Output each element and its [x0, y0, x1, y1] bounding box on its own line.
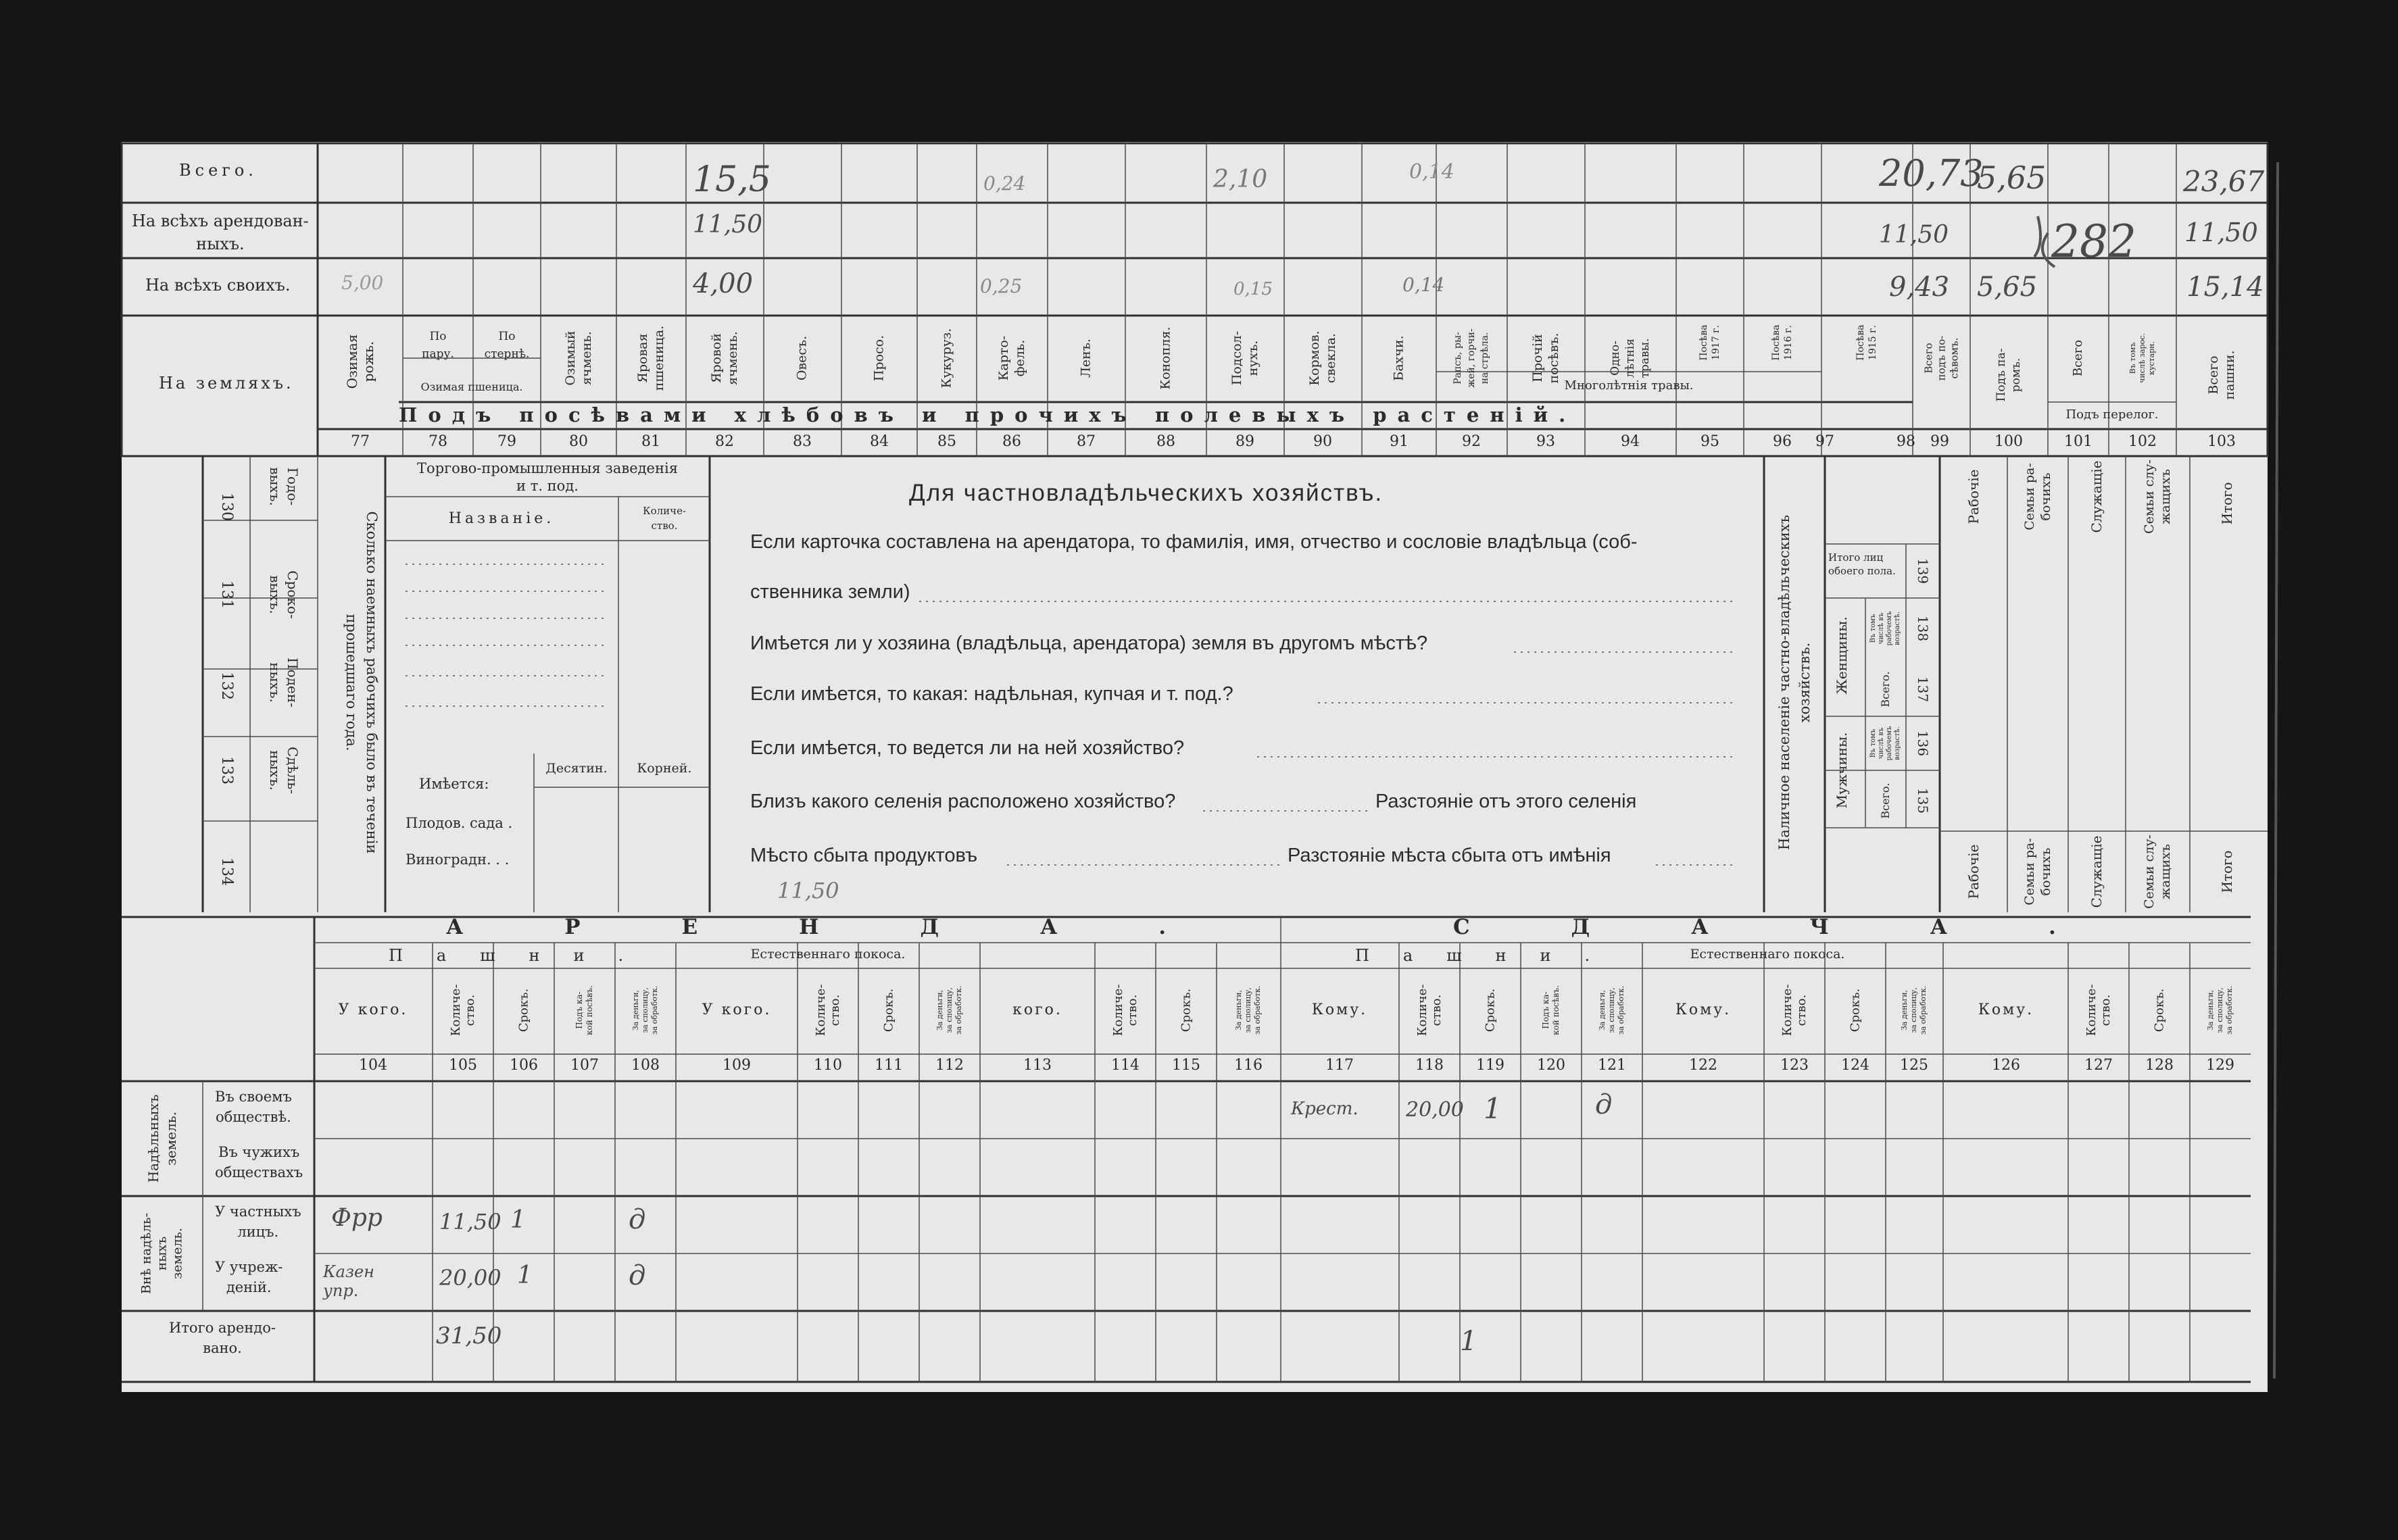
col-millet: Просо. — [871, 334, 887, 382]
men-total: Всего. — [1879, 783, 1892, 819]
bottom-col-number: 119 — [1476, 1057, 1504, 1074]
top-col-number: 84 — [870, 433, 889, 450]
hand-mid-value: 11,50 — [777, 878, 839, 903]
row-rented-label: На всѣхъ арендован- ныхъ. — [132, 212, 309, 253]
lease-term: Срокъ. — [516, 988, 531, 1033]
private-farms-heading: Для частновладѣльческихъ хозяйствъ. — [909, 480, 1384, 506]
top-col-number: 91 — [1390, 433, 1409, 450]
top-col-number: 102 — [2128, 433, 2157, 450]
num-136: 136 — [1915, 730, 1931, 757]
col-annual-grass: Одно- лѣтнія травы. — [1609, 338, 1652, 378]
meadow-u-kogo: У кого. — [702, 1001, 772, 1018]
mid-col-daily: Поден- ныхъ. — [267, 657, 301, 707]
sublet-meadow-komu: Кому. — [1675, 1001, 1732, 1018]
hand-sublet-qty: 20,00 — [1406, 1098, 1464, 1122]
bottom-col-number: 116 — [1234, 1057, 1263, 1074]
sublet-pay: За деньги, за сполицу, за обработк. — [1598, 985, 1625, 1035]
sublet-meadow-term: Срокъ. — [1848, 988, 1863, 1033]
question-market-distance: Разстояніе мѣста сбыта отъ имѣнія — [1288, 845, 1611, 866]
question-other-land: Имѣется ли у хозяина (владѣльца, арендатора) земля въ другомъ мѣстѣ? — [750, 632, 1428, 654]
bottom-col-number: 113 — [1023, 1057, 1052, 1074]
top-col-number: 89 — [1235, 433, 1254, 450]
other-kogo: кого. — [1012, 1001, 1062, 1018]
lease-u-kogo: У кого. — [338, 1001, 408, 1018]
total-bottom: Итого — [2219, 850, 2235, 893]
col-flax: Ленъ. — [1078, 339, 1094, 378]
top-col-number: 96 — [1773, 433, 1792, 450]
hand-inst-qty: 20,00 — [439, 1265, 501, 1291]
other-term: Срокъ. — [1179, 988, 1194, 1033]
bottom-col-number: 105 — [449, 1057, 477, 1074]
bottom-col-number: 114 — [1111, 1057, 1140, 1074]
question-village: Близъ какого селенія расположено хозяйство? — [750, 791, 1176, 812]
num-133: 133 — [218, 756, 235, 785]
trade-title: Торгово-промышленныя заведенія и т. под. — [417, 460, 678, 494]
hand-rented-plow: 11,50 — [2184, 218, 2258, 247]
hand-sublet-pay: д — [1595, 1089, 1613, 1120]
top-col-number: 81 — [641, 433, 660, 450]
top-col-number: 78 — [429, 433, 447, 450]
row-institutions: У учреж- деній. — [215, 1259, 283, 1295]
sublet-term: Срокъ. — [1483, 988, 1498, 1033]
num-132: 132 — [218, 672, 235, 700]
bottom-col-number: 120 — [1537, 1057, 1565, 1074]
lease-pay: За деньги, за сполицу, за обработк. — [631, 985, 659, 1035]
bottom-col-number: 115 — [1172, 1057, 1200, 1074]
hand-total-rape: 0,14 — [1409, 160, 1454, 184]
hand-total-plow: 23,67 — [2183, 165, 2265, 198]
desyatin-header: Десятин. — [545, 761, 608, 776]
col-winter-wheat: Озимая пшеница. — [420, 380, 523, 393]
bottom-col-number: 122 — [1689, 1057, 1717, 1074]
gardens-label: Плодов. сада . — [406, 815, 513, 831]
bottom-col-number: 109 — [723, 1057, 751, 1074]
bottom-col-number: 124 — [1841, 1057, 1869, 1074]
row-total-label: Всего. — [179, 161, 258, 180]
top-col-number: 95 — [1700, 433, 1719, 450]
col-perennial-grass: Многолѣтнія травы. — [1564, 378, 1694, 393]
row-own-label: На всѣхъ своихъ. — [145, 276, 291, 295]
col-spring-barley: Яровой ячмень. — [709, 331, 740, 385]
bottom-col-number: 128 — [2145, 1057, 2174, 1074]
col-melons: Бахчи. — [1391, 335, 1406, 381]
bottom-col-number: 125 — [1900, 1057, 1928, 1074]
top-col-number: 88 — [1156, 433, 1175, 450]
row-private-persons: У частныхъ лицъ. — [215, 1203, 301, 1240]
korney-header: Корней. — [637, 761, 692, 776]
question-owner: Если карточка составлена на арендатора, то фамилія, имя, отчество и сословіе владѣльца (соб- — [750, 531, 1638, 553]
bottom-col-number: 127 — [2084, 1057, 2113, 1074]
bottom-col-number: 110 — [814, 1057, 842, 1074]
meadow-term: Срокъ. — [881, 988, 896, 1033]
women-label: Женщины. — [1834, 616, 1850, 695]
col-total-sown: Всего подъ по- сѣвомъ. — [1922, 335, 1961, 381]
hired-workers-label: Сколько наемныхъ рабочихъ было въ теченіи прошедшаго года. — [343, 511, 380, 854]
row-lands-label: На земляхъ. — [159, 374, 294, 393]
num-130: 130 — [218, 493, 235, 521]
sublet-meadow-qty: Количе- ство. — [1780, 984, 1809, 1037]
col-oats: Овесъ. — [794, 335, 810, 381]
hand-own-fallow: 5,65 — [1977, 272, 2038, 303]
women-working: Въ томъ числѣ въ рабочемъ возрастѣ. — [1869, 611, 1901, 646]
lease-plowland: Пашни. — [389, 946, 658, 965]
sublet-crop: Подъ ка- кой посѣвъ. — [1541, 985, 1561, 1035]
top-col-number: 85 — [937, 433, 956, 450]
hand-total-sown: 20,73 — [1879, 152, 1984, 195]
top-col-number: 79 — [497, 433, 516, 450]
top-col-number: 93 — [1536, 433, 1555, 450]
hand-own-winter-rye: 5,00 — [341, 272, 384, 294]
question-village-distance: Разстояніе отъ этого селенія — [1375, 791, 1637, 812]
lease-heading: АРЕНДА. — [446, 915, 1268, 939]
sublet-other-qty: Количе- ство. — [2084, 984, 2113, 1037]
bottom-col-number: 118 — [1415, 1057, 1444, 1074]
bottom-col-number: 126 — [1992, 1057, 2020, 1074]
hand-total-fallow: 5,65 — [1977, 159, 2047, 196]
employees-top: Служащіе — [2088, 460, 2105, 533]
col-rapeseed: Рапсъ, ры- жей, горчи- на стрѣла. — [1452, 328, 1490, 388]
sublet-heading: СДАЧА. — [1453, 915, 2157, 939]
num-131: 131 — [218, 580, 235, 609]
col-stubble: По стернѣ. — [484, 330, 530, 361]
top-col-number: 98 — [1897, 433, 1915, 450]
num-138: 138 — [1915, 615, 1931, 642]
workers-family-top: Семьи ра- бочихъ — [2022, 463, 2053, 530]
row-total-leased: Итого арендо- вано. — [169, 1320, 276, 1356]
top-col-number: 86 — [1002, 433, 1021, 450]
mid-col-term: Сроко- выхъ. — [267, 570, 301, 619]
num-134: 134 — [218, 858, 235, 886]
hand-inst-whom: Казен упр. — [323, 1262, 374, 1300]
top-col-number: 101 — [2064, 433, 2093, 450]
row-own-community: Въ своемъ обществѣ. — [215, 1089, 292, 1125]
col-under-fallow: Подъ па- ромъ. — [1995, 348, 2023, 402]
num-137: 137 — [1915, 676, 1931, 703]
col-fallow-shrub: Въ томъ числѣ зарос. кустарн. — [2128, 333, 2156, 383]
bottom-col-number: 129 — [2206, 1057, 2234, 1074]
col-sunflower: Подсол- нухъ. — [1229, 330, 1261, 386]
hand-private-qty: 11,50 — [439, 1209, 501, 1235]
hand-total-potato: 0,24 — [983, 172, 1026, 195]
num-139: 139 — [1915, 557, 1931, 585]
col-fallow-total: Всего — [2071, 339, 2085, 377]
trade-name-header: Названіе. — [448, 510, 555, 527]
col-fallow: По пару. — [422, 330, 454, 361]
workers-top: Рабочіе — [1965, 469, 1982, 524]
col-hemp: Конопля. — [1158, 326, 1173, 390]
employees-family-bottom: Семьи слу- жащихъ — [2142, 835, 2173, 909]
hand-private-term: 1 — [510, 1206, 526, 1234]
meadow-pay: За деньги, за сполицу, за обработк. — [935, 985, 963, 1035]
top-col-number: 77 — [351, 433, 370, 450]
bottom-col-number: 121 — [1598, 1057, 1626, 1074]
hand-rented-perelog: 282 — [2051, 216, 2136, 268]
hand-total-leased: 31,50 — [436, 1322, 502, 1349]
lease-qty: Количе- ство. — [449, 984, 477, 1037]
col-winter-barley: Озимый ячмень. — [563, 330, 594, 386]
hand-sublet-term: 1 — [1484, 1092, 1502, 1125]
top-col-number: 99 — [1930, 433, 1949, 450]
row-other-communities: Въ чужихъ обществахъ — [215, 1144, 303, 1181]
col-total-plowland: Всего пашни. — [2206, 350, 2237, 400]
top-col-number: 97 — [1815, 433, 1834, 450]
employees-family-top: Семьи слу- жащихъ — [2142, 459, 2173, 534]
mid-col-yearly: Годо- выхъ. — [267, 467, 301, 506]
lease-crop: Подъ ка- кой посѣвъ. — [574, 985, 594, 1035]
top-col-number: 83 — [793, 433, 812, 450]
bottom-col-number: 108 — [631, 1057, 660, 1074]
total-both-sexes: Итого лиц обоего пола. — [1828, 551, 1896, 577]
hand-total-hemp: 2,10 — [1213, 166, 1268, 193]
hand-total-rye: 15,5 — [693, 159, 771, 200]
hand-private-pay: д — [629, 1204, 646, 1235]
hand-own-potato: 0,25 — [980, 275, 1023, 297]
workers-bottom: Рабочіе — [1965, 844, 1982, 899]
top-col-number: 82 — [715, 433, 734, 450]
question-market: Мѣсто сбыта продуктовъ — [750, 845, 978, 866]
bottom-col-number: 112 — [935, 1057, 964, 1074]
question-owner-cont: ственника земли) — [750, 581, 910, 603]
top-col-number: 80 — [569, 433, 588, 450]
has-label: Имѣется: — [419, 776, 489, 792]
col-sown-1917: Посѣва 1917 г. — [1698, 324, 1721, 361]
hand-sublet-total: 1 — [1460, 1326, 1477, 1357]
hand-private-whom: Фрр — [331, 1204, 383, 1232]
hand-rented-sown: 11,50 — [1879, 221, 1949, 249]
sublet-komu: Кому. — [1311, 1001, 1368, 1018]
population-label: Наличное населеніе частно-владѣльческихъ хозяйствъ. — [1776, 514, 1813, 851]
col-corn: Кукуруз. — [939, 328, 954, 389]
group-allotment: Надѣльныхъ земель. — [145, 1094, 179, 1183]
sublet-other-pay: За деньги, за сполицу, за обработк. — [2206, 985, 2234, 1035]
hand-own-rye: 4,00 — [693, 268, 754, 299]
employees-bottom: Служащіе — [2088, 835, 2105, 908]
men-working: Въ томъ числѣ въ рабочемъ возрастѣ. — [1869, 726, 1901, 761]
mid-col-piece: Сдѣль- ныхъ. — [267, 746, 301, 795]
top-col-number: 103 — [2207, 433, 2236, 450]
top-col-number: 92 — [1462, 433, 1481, 450]
hand-inst-term: 1 — [517, 1262, 533, 1289]
num-135: 135 — [1915, 787, 1931, 814]
col-spring-wheat: Яровая пшеница. — [635, 325, 666, 391]
top-col-number: 87 — [1077, 433, 1096, 450]
hand-rented-rye: 11,50 — [693, 211, 763, 239]
top-col-number: 90 — [1313, 433, 1332, 450]
bottom-col-number: 117 — [1325, 1057, 1354, 1074]
col-sown-1916: Посѣва 1916 г. — [1771, 324, 1794, 361]
workers-family-bottom: Семьи ра- бочихъ — [2022, 838, 2053, 905]
trade-qty-header: Количе- ство. — [642, 505, 687, 532]
bottom-col-number: 106 — [510, 1057, 538, 1074]
col-fodder-beet: Кормов. свекла. — [1307, 330, 1338, 386]
other-qty: Количе- ство. — [1111, 984, 1140, 1037]
bottom-col-number: 104 — [359, 1057, 387, 1074]
col-under-perelog: Подъ перелог. — [2065, 407, 2159, 422]
col-sown-1915: Посѣва 1915 г. — [1855, 324, 1878, 361]
bottom-col-number: 123 — [1780, 1057, 1809, 1074]
lease-meadow: Естественнаго покоса. — [750, 947, 906, 962]
hand-own-sown: 9,43 — [1889, 272, 1950, 303]
bottom-col-number: 107 — [570, 1057, 599, 1074]
hand-own-plow: 15,14 — [2186, 272, 2264, 303]
hand-own-rape: 0,14 — [1402, 274, 1445, 296]
total-top: Итого — [2219, 482, 2235, 525]
col-other-sowing: Прочій посѣвъ. — [1530, 332, 1561, 384]
question-land-type: Если имѣется, то какая: надѣльная, купчая и т. под.? — [750, 683, 1233, 705]
sowing-banner: Подъ посѣвами хлѣбовъ и прочихъ полевыхъ растеній. — [399, 403, 1577, 426]
top-col-number: 100 — [1995, 433, 2023, 450]
col-potato: Карто- фель. — [996, 335, 1027, 381]
hand-inst-pay: д — [629, 1260, 646, 1291]
sublet-qty: Количе- ство. — [1415, 984, 1444, 1037]
col-winter-rye: Озимая рожь. — [344, 334, 376, 389]
vineyards-label: Виноградн. . . — [406, 851, 510, 868]
sublet-other-komu: Кому. — [1978, 1001, 2034, 1018]
hand-sublet-whom: Крест. — [1291, 1099, 1359, 1119]
meadow-qty: Количе- ство. — [814, 984, 842, 1037]
women-total: Всего. — [1879, 671, 1892, 707]
other-pay: За деньги, за сполицу, за обработк. — [1234, 985, 1262, 1035]
group-non-allotment: Внѣ надѣль- ныхъ земель. — [139, 1212, 185, 1295]
sublet-meadow-pay: За деньги, за сполицу, за обработк. — [1900, 985, 1928, 1035]
men-label: Мужчины. — [1834, 732, 1850, 809]
hand-own-sunflower: 0,15 — [1233, 279, 1273, 299]
question-farmed: Если имѣется, то ведется ли на ней хозяйство? — [750, 737, 1185, 759]
sublet-meadow: Естественнаго покоса. — [1690, 947, 1845, 962]
sublet-plowland: Пашни. — [1355, 946, 1624, 965]
sublet-other-term: Срокъ. — [2152, 988, 2167, 1033]
bottom-col-number: 111 — [875, 1057, 903, 1074]
top-col-number: 94 — [1621, 433, 1640, 450]
